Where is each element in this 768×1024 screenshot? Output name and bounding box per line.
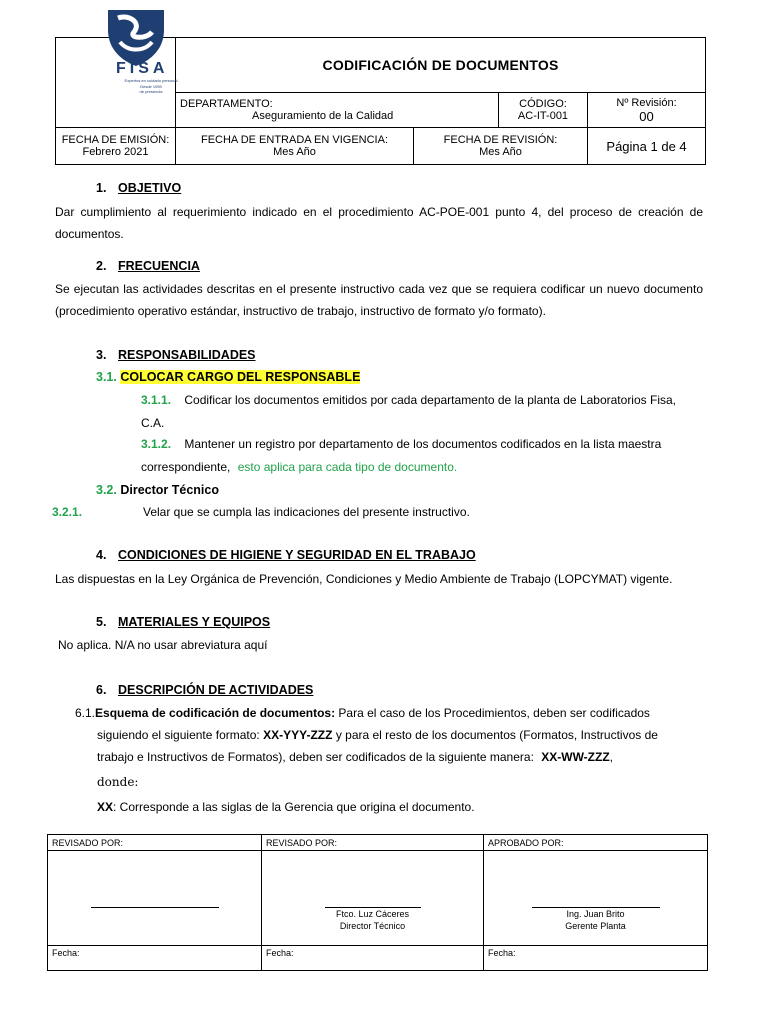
item-6-1-text-b1: siguiendo el siguiente formato: xyxy=(97,728,260,742)
item-3-1-2-text-b: correspondiente, xyxy=(141,460,231,474)
signer-2-role: Director Técnico xyxy=(339,921,406,931)
section-2-heading xyxy=(96,259,200,273)
item-3-1-1-text: Codificar los documentos emitidos por cada departamento de la planta de Laboratorios Fisa, xyxy=(184,393,676,407)
department-label: DEPARTAMENTO: xyxy=(180,98,273,110)
review-value: Mes Año xyxy=(479,146,522,158)
section-3-heading xyxy=(96,348,256,362)
document-code-format: XX-WW-ZZZ xyxy=(541,750,610,764)
code-label: CÓDIGO: xyxy=(519,98,567,110)
reviewed-by-2-label: REVISADO POR: xyxy=(262,835,484,851)
logo-cell xyxy=(56,38,176,128)
signature-box-2 xyxy=(262,851,484,946)
approved-by-label: APROBADO POR: xyxy=(484,835,708,851)
signature-box-3 xyxy=(484,851,708,946)
item-3-1-2-number: 3.1.2. xyxy=(141,437,172,451)
section-5-heading xyxy=(96,615,270,629)
item-6-1-line-1 xyxy=(75,706,650,720)
reviewed-by-1-label: REVISADO POR: xyxy=(48,835,262,851)
item-6-1-line-4: donde: xyxy=(97,775,139,789)
date-label-1: Fecha: xyxy=(48,946,262,971)
signature-table xyxy=(47,834,708,971)
signature-box-1 xyxy=(48,851,262,946)
item-6-1-bold-title: Esquema de codificación de documentos: xyxy=(95,706,336,720)
date-label-3: Fecha: xyxy=(484,946,708,971)
xx-code: XX xyxy=(97,800,114,814)
item-3-2-1 xyxy=(52,505,470,519)
revision-cell xyxy=(588,93,706,128)
logo-text: FISA xyxy=(116,60,169,77)
emission-label: FECHA DE EMISIÓN: xyxy=(61,134,170,146)
department-cell xyxy=(176,93,499,128)
item-3-1-1-number: 3.1.1. xyxy=(141,393,172,407)
section-4-title: CONDICIONES DE HIGIENE Y SEGURIDAD EN EL TRABAJO xyxy=(118,548,476,562)
section-1-title: OBJETIVO xyxy=(118,181,182,195)
section-2-text: Se ejecutan las actividades descritas en el presente instructivo cada vez que se requiera codificar un nuevo documento (procedimiento operativo estándar, instructivo de trabajo, instructivo de formato y/o formato). xyxy=(55,282,703,318)
subsection-3-1-title: COLOCAR CARGO DEL RESPONSABLE xyxy=(120,370,361,384)
xx-text: : Corresponde a las siglas de la Gerencia que origina el documento. xyxy=(113,800,475,814)
section-6-title: DESCRIPCIÓN DE ACTIVIDADES xyxy=(118,683,314,697)
emission-value: Febrero 2021 xyxy=(82,146,149,158)
item-6-1-text-a: Para el caso de los Procedimientos, deben ser codificados xyxy=(338,706,650,720)
item-6-1-text-c: trabajo e Instructivos de Formatos), deben ser codificados de la siguiente manera: xyxy=(97,750,534,764)
item-3-1-2-line-2 xyxy=(141,460,457,474)
section-4-text: Las dispuestas en la Ley Orgánica de Prevención, Condiciones y Medio Ambiente de Trabajo (LOPCYMAT) vigente. xyxy=(55,572,673,586)
date-label-2: Fecha: xyxy=(262,946,484,971)
item-3-2-1-number: 3.2.1. xyxy=(52,505,83,519)
section-5-number: 5. xyxy=(96,615,107,629)
section-5-title: MATERIALES Y EQUIPOS xyxy=(118,615,271,629)
logo-since: Desde 1959 xyxy=(140,84,162,89)
item-3-1-1-line-1 xyxy=(141,393,676,407)
signer-2-name: Ftco. Luz Cáceres xyxy=(335,909,410,919)
subsection-3-1 xyxy=(96,370,360,384)
department-value: Aseguramiento de la Calidad xyxy=(252,110,394,122)
revision-value: 00 xyxy=(639,108,654,124)
subsection-3-2-title: Director Técnico xyxy=(120,483,219,497)
review-label: FECHA DE REVISIÓN: xyxy=(443,134,558,146)
document-title: CODIFICACIÓN DE DOCUMENTOS xyxy=(176,38,706,93)
item-3-2-1-text: Velar que se cumpla las indicaciones del presente instructivo. xyxy=(143,505,470,519)
signer-3-role: Gerente Planta xyxy=(565,921,626,931)
emission-cell xyxy=(56,128,176,165)
item-3-1-2-green-note: esto aplica para cada tipo de documento. xyxy=(237,460,458,474)
code-value: AC-IT-001 xyxy=(517,110,569,122)
section-6-number: 6. xyxy=(96,683,107,697)
section-2-title: FRECUENCIA xyxy=(118,259,200,273)
section-2-number: 2. xyxy=(96,259,107,273)
validity-label: FECHA DE ENTRADA EN VIGENCIA: xyxy=(200,134,389,146)
procedure-code-format: XX-YYY-ZZZ xyxy=(263,728,333,742)
section-4-heading xyxy=(96,548,476,562)
review-cell xyxy=(414,128,588,165)
section-1-heading xyxy=(96,181,181,195)
item-6-1-line-3 xyxy=(97,750,613,764)
item-3-1-2-text: Mantener un registro por departamento de los documentos codificados en la lista maestra xyxy=(184,437,662,451)
logo-sub: de presencia xyxy=(139,89,163,94)
signature-line-1 xyxy=(91,907,219,908)
item-6-1-text-b2: y para el resto de los documentos (Formatos, Instructivos de xyxy=(335,728,658,742)
signer-3-name: Ing. Juan Brito xyxy=(566,909,625,919)
item-6-1-text-c-end: , xyxy=(609,750,613,764)
revision-label: Nº Revisión: xyxy=(616,96,677,109)
subsection-3-2 xyxy=(96,483,219,497)
validity-value: Mes Año xyxy=(273,146,316,158)
item-3-1-1-line-2: C.A. xyxy=(141,416,165,430)
document-header xyxy=(55,37,706,165)
section-1-number: 1. xyxy=(96,181,107,195)
validity-cell xyxy=(176,128,414,165)
section-5-text: No aplica. N/A no usar abreviatura aquí xyxy=(58,638,268,652)
logo-tagline: Expertos en cuidado personal xyxy=(124,78,178,83)
section-3-number: 3. xyxy=(96,348,107,362)
page-number: Página 1 de 4 xyxy=(588,128,706,165)
item-6-1-line-2 xyxy=(97,728,658,742)
section-4-number: 4. xyxy=(96,548,107,562)
xx-definition xyxy=(97,800,475,814)
subsection-3-2-number: 3.2. xyxy=(96,483,117,497)
section-6-heading xyxy=(96,683,313,697)
code-cell xyxy=(499,93,588,128)
section-1-text: Dar cumplimiento al requerimiento indicado en el procedimiento AC-POE-001 punto 4, del proceso de creación de documentos. xyxy=(55,205,703,241)
item-6-1-number: 6.1. xyxy=(75,706,96,720)
item-3-1-2-line-1 xyxy=(141,437,661,451)
subsection-3-1-number: 3.1. xyxy=(96,370,117,384)
section-3-title: RESPONSABILIDADES xyxy=(118,348,256,362)
